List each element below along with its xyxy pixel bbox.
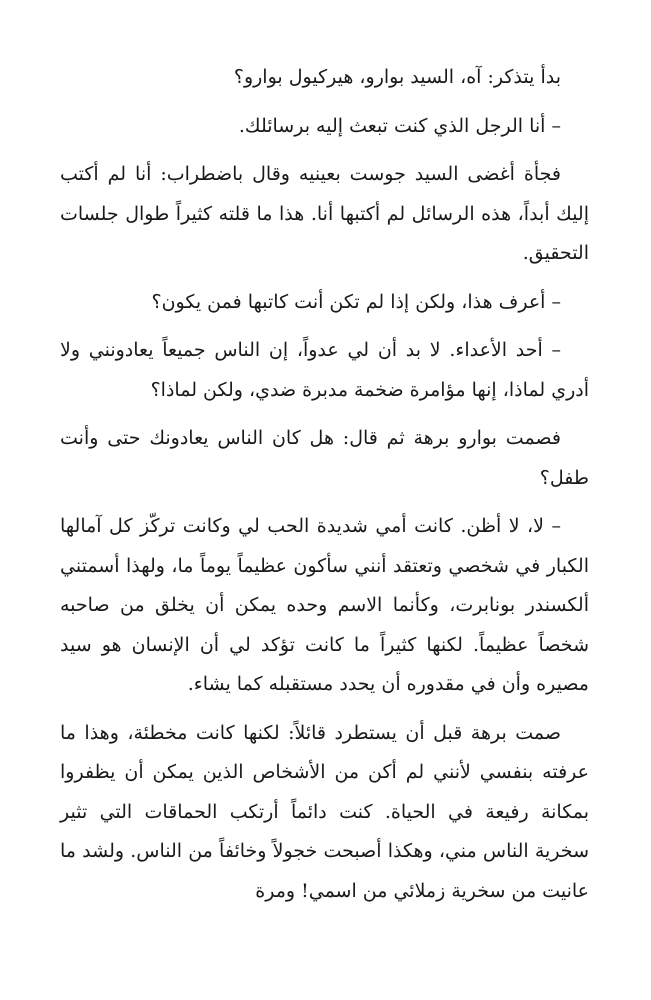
paragraph-2: – أنا الرجل الذي كنت تبعث إليه برسائلك. — [238, 114, 561, 137]
paragraph-5: – أحد الأعداء. لا بد أن لي عدواً، إن الناس جميعاً يعادونني ولا أدري لماذا، إنها مؤامرة ضخمة مدبرة ضدي، ولكن لماذا؟ — [60, 339, 589, 401]
paragraph-7: – لا، لا أظن. كانت أمي شديدة الحب لي وكانت تركّز كل آمالها الكبار في شخصي وتعتقد أنني سأكون عظيماً يوماً ما، ولهذا أسمتني ألكسندر بونابرت، وكأنما الاسم وحده يمكن أن يخلق من صاحبه شخصاً عظيماً. لكنها كثيراً ما كانت تؤكد لي أن الإنسان هو سيد مصيره وأن في مقدوره أن يحدد مستقبله كما يشاء. — [60, 515, 589, 695]
paragraph-4: – أعرف هذا، ولكن إذا لم تكن أنت كاتبها فمن يكون؟ — [151, 290, 561, 313]
paragraph-6: فصمت بوارو برهة ثم قال: هل كان الناس يعادونك حتى وأنت طفل؟ — [60, 427, 589, 489]
paragraph-8: صمت برهة قبل أن يستطرد قائلاً: لكنها كانت مخطئة، وهذا ما عرفته بنفسي لأنني لم أكن من الأشخاص الذين يمكن أن يظفروا بمكانة رفيعة في الحياة. كنت دائماً أرتكب الحماقات التي تثير سخرية الناس مني، وهكذا أصبحت خجولاً وخائفاً من الناس. ولشد ما عانيت من سخرية زملائي من اسمي! ومرة — [60, 721, 589, 902]
paragraph-1: بدأ يتذكر: آه، السيد بوارو، هيركيول بوارو؟ — [233, 66, 561, 88]
paragraph-3: فجأة أغضى السيد جوست بعينيه وقال باضطراب: أنا لم أكتب إليك أبداً، هذه الرسائل لم أكتبها أنا. هذا ما قلته كثيراً طوال جلسات التحقيق. — [60, 163, 589, 264]
